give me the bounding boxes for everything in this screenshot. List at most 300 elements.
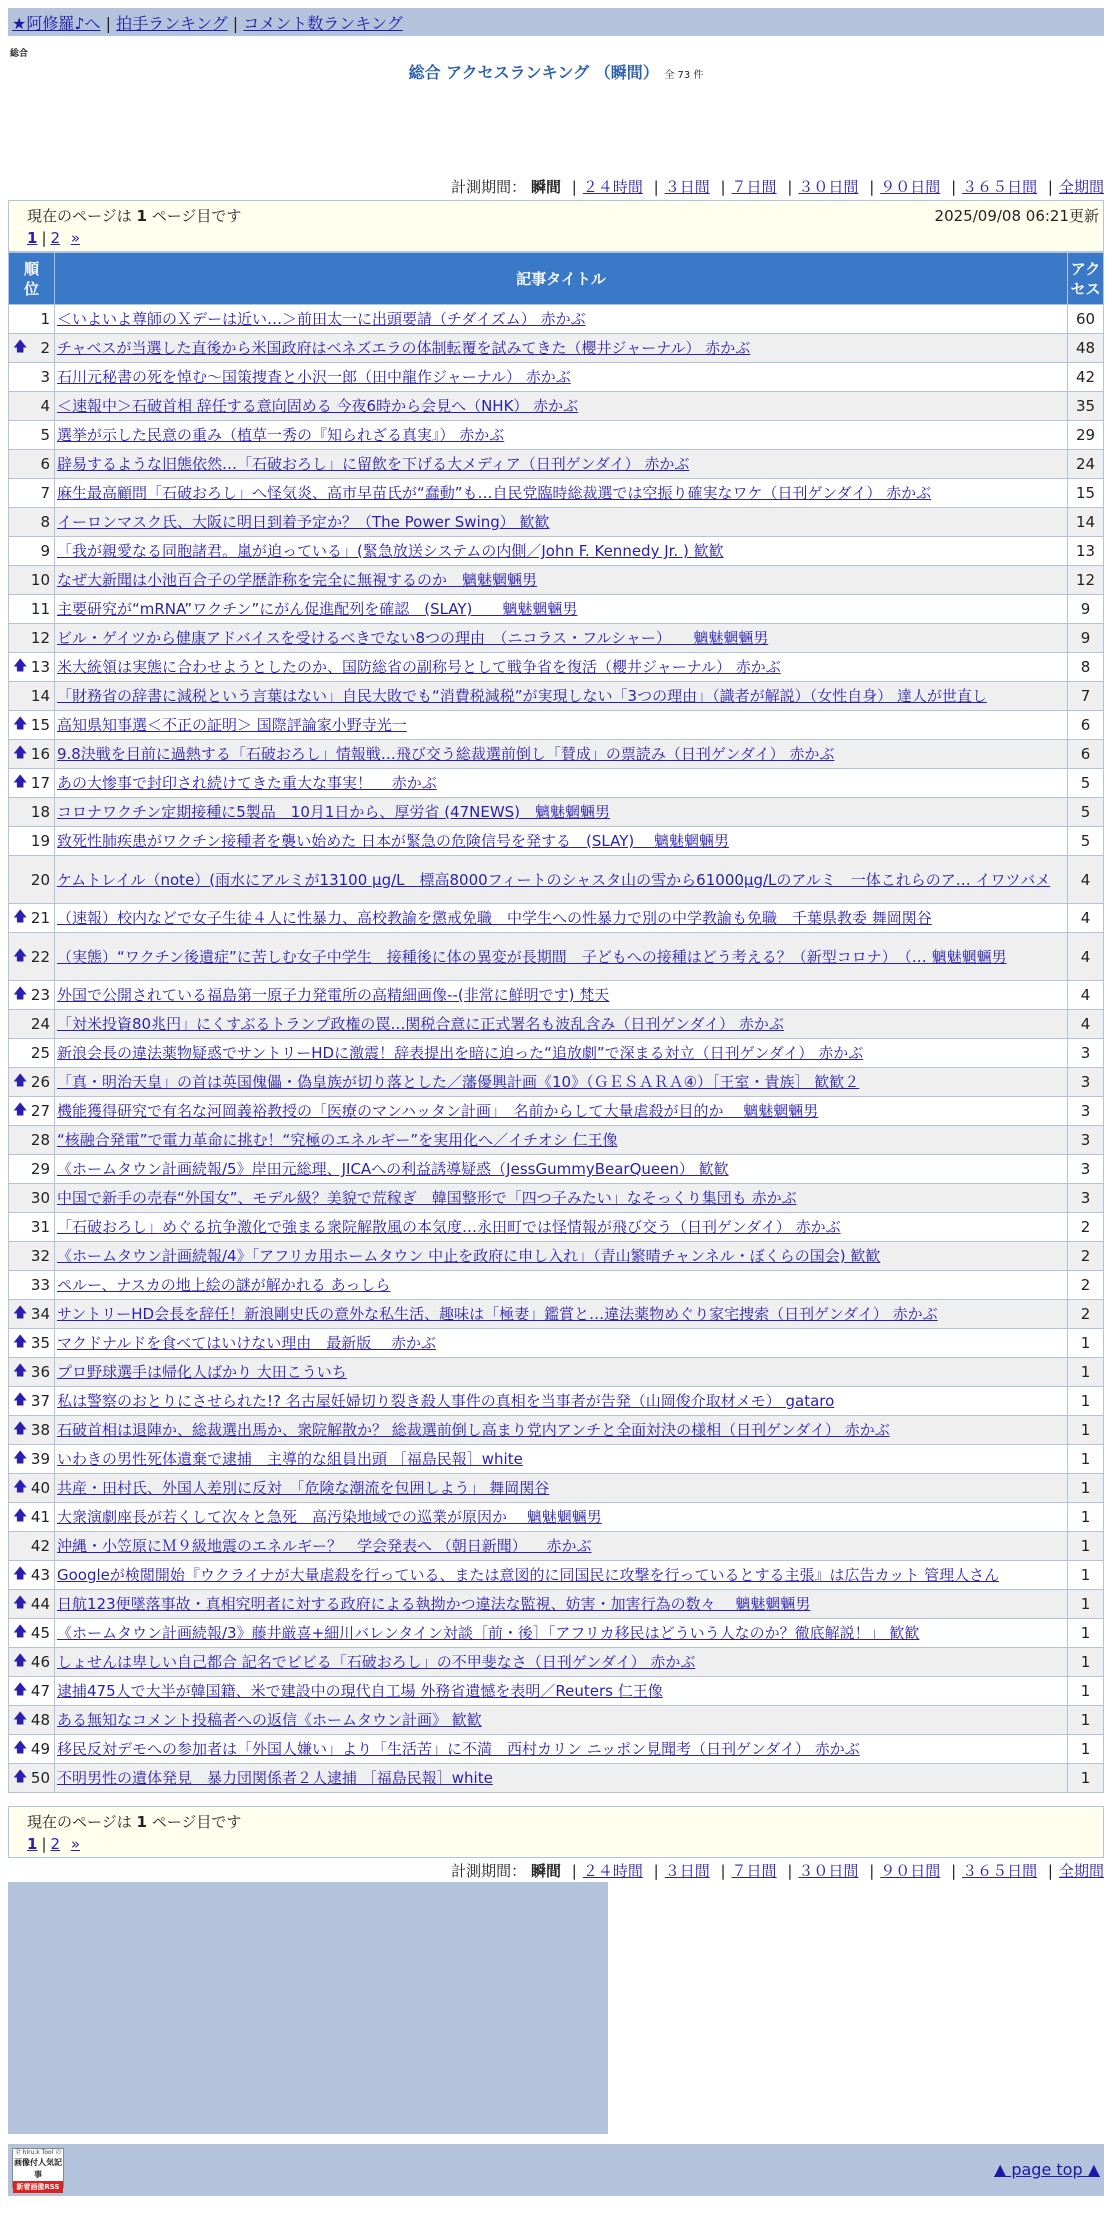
title-cell xyxy=(55,1300,1068,1329)
article-link[interactable]: しょせんは卑しい自己都合 記名でビビる「石破おろし」の不甲斐なさ（日刊ゲンダイ） 赤かぶ xyxy=(57,1653,696,1671)
current-page-number: 1 xyxy=(136,207,147,225)
rank-cell xyxy=(9,1648,55,1677)
rank-number: 19 xyxy=(30,832,50,850)
rank-number: 24 xyxy=(30,1015,50,1033)
article-link[interactable]: 石破首相は退陣か、総裁選出馬か、衆院解散か？ 総裁選前倒し高まり党内アンチと全面対決の様相（日刊ゲンダイ） 赤かぶ xyxy=(57,1421,890,1439)
access-count: 1 xyxy=(1068,1561,1104,1590)
access-count: 1 xyxy=(1068,1474,1104,1503)
access-count: 8 xyxy=(1068,653,1104,682)
article-link[interactable]: 《ホームタウン計画続報/5》岸田元総理、JICAへの利益誘導疑惑（JessGummyBearQueen） 歓歓 xyxy=(57,1160,729,1178)
table-row xyxy=(9,933,1104,981)
table-row xyxy=(9,363,1104,392)
rank-number: 17 xyxy=(30,774,50,792)
article-link[interactable]: チャベスが当選した直後から米国政府はベネズエラの体制転覆を試みてきた（櫻井ジャーナル） 赤かぶ xyxy=(57,339,751,357)
article-link[interactable]: 主要研究が“mRNA”ワクチン”にがん促進配列を確認 (SLAY) 魑魅魍魎男 xyxy=(57,600,578,618)
period-24h[interactable]: ２４時間 xyxy=(582,178,643,196)
rank-cell xyxy=(9,624,55,653)
rank-up-arrow-icon: 🡅 xyxy=(13,1595,28,1611)
rank-cell xyxy=(9,305,55,334)
rank-number: 27 xyxy=(30,1102,50,1120)
rank-up-arrow-icon: 🡅 xyxy=(13,909,28,925)
title-cell xyxy=(55,1706,1068,1735)
title-cell xyxy=(55,334,1068,363)
rank-cell xyxy=(9,363,55,392)
table-row xyxy=(9,537,1104,566)
table-row xyxy=(9,305,1104,334)
rank-up-arrow-icon: 🡅 xyxy=(13,1421,28,1437)
rank-cell xyxy=(9,1474,55,1503)
rank-number: 6 xyxy=(40,455,50,473)
title-cell xyxy=(55,566,1068,595)
page-top-link[interactable]: ▲ page top ▲ xyxy=(993,2160,1100,2179)
rank-number: 49 xyxy=(30,1740,50,1758)
rank-up-arrow-icon: 🡅 xyxy=(13,1363,28,1379)
article-link[interactable]: コロナワクチン定期接種に5製品 10月1日から、厚労省 (47NEWS) 魑魅魍魎男 xyxy=(57,803,611,821)
rank-up-arrow-icon: 🡅 xyxy=(13,658,28,674)
rank-number: 13 xyxy=(30,658,50,676)
rank-number: 34 xyxy=(30,1305,50,1323)
article-link[interactable]: 選挙が示した民意の重み（植草一秀の『知られざる真実』） 赤かぶ xyxy=(57,426,505,444)
title-cell xyxy=(55,479,1068,508)
ranking-title: 総合 アクセスランキング （瞬間） xyxy=(408,63,659,82)
article-link[interactable]: 石川元秘書の死を悼む〜国策捜査と小沢一郎（田中龍作ジャーナル） 赤かぶ xyxy=(57,368,571,386)
rank-up-arrow-icon: 🡅 xyxy=(13,1479,28,1495)
article-link[interactable]: 中国で新手の売春“外国女”、モデル級？美貌で荒稼ぎ 韓国整形で「四つ子みたい」なそっくり集団も 赤かぶ xyxy=(57,1189,797,1207)
article-link[interactable]: 「真・明治天皇」の首は英国傀儡・偽皇族が切り落とした／藩優興計画《10》（ＧＥＳＡＲＡ④）［王室・貴族］ 歓歓２ xyxy=(57,1073,860,1091)
access-count: 3 xyxy=(1068,1184,1104,1213)
table-row xyxy=(9,1126,1104,1155)
period-3d[interactable]: ３日間 xyxy=(664,178,710,196)
rank-number: 2 xyxy=(40,339,50,357)
access-count: 7 xyxy=(1068,682,1104,711)
rank-number: 40 xyxy=(30,1479,50,1497)
rank-cell xyxy=(9,1126,55,1155)
article-link[interactable]: （実態）“ワクチン後遺症”に苦しむ女子中学生 接種後に体の異変が長期間 子どもへの接種はどう考える？（新型コロナ） （… 魑魅魍魎男 xyxy=(57,947,1007,966)
rank-up-arrow-icon: 🡅 xyxy=(13,1334,28,1350)
rank-cell xyxy=(9,1097,55,1126)
article-link[interactable]: 米大統領は実態に合わせようとしたのか、国防総省の副称号として戦争省を復活（櫻井ジャーナル） 赤かぶ xyxy=(57,658,781,676)
rank-number: 45 xyxy=(30,1624,50,1642)
rank-number: 14 xyxy=(30,687,50,705)
rank-number: 21 xyxy=(30,909,50,927)
link-asyura-home[interactable]: ★阿修羅♪へ xyxy=(12,14,101,33)
article-link[interactable]: サントリーHD会長を辞任！新浪剛史氏の意外な私生活、趣味は「極妻」鑑賞と…違法薬物めぐり家宅捜索（日刊ゲンダイ） 赤かぶ xyxy=(57,1305,938,1323)
rank-cell xyxy=(9,1590,55,1619)
period-current: 瞬間 xyxy=(530,178,561,196)
rank-number: 22 xyxy=(30,947,50,966)
title-cell xyxy=(55,1242,1068,1271)
rank-up-arrow-icon: 🡅 xyxy=(13,745,28,761)
period-all[interactable]: 全期間 xyxy=(1058,1862,1104,1880)
article-link[interactable]: 《ホームタウン計画続報/4》「アフリカ用ホームタウン 中止を政府に申し入れ」（青山繁晴チャンネル・ぼくらの国会) 歓歓 xyxy=(57,1247,881,1265)
rank-up-arrow-icon: 🡅 xyxy=(13,1102,28,1118)
pager: 1 | 2 » xyxy=(27,1835,81,1853)
access-count: 1 xyxy=(1068,1416,1104,1445)
rank-cell xyxy=(9,711,55,740)
title-cell xyxy=(55,1619,1068,1648)
rank-number: 31 xyxy=(30,1218,50,1236)
rss-ranking-logo[interactable]: 全 hiru.k Tool の 画像付人気記事 新着画像RSS xyxy=(14,2149,62,2191)
access-count: 1 xyxy=(1068,1329,1104,1358)
period-label: 計測期間： xyxy=(451,1862,527,1880)
table-row xyxy=(9,566,1104,595)
article-link[interactable]: ペルー、ナスカの地上絵の謎が解かれる あっしら xyxy=(57,1276,391,1294)
page-info-bottom xyxy=(8,1806,1104,1858)
rank-up-arrow-icon: 🡅 xyxy=(13,1769,28,1785)
table-row xyxy=(9,1387,1104,1416)
rank-cell xyxy=(9,1155,55,1184)
rank-number: 29 xyxy=(30,1160,50,1178)
table-row xyxy=(9,1590,1104,1619)
title-cell xyxy=(55,450,1068,479)
article-link[interactable]: 機能獲得研究で有名な河岡義裕教授の「医療のマンハッタン計画」 名前からして大量虐殺が目的か 魑魅魍魎男 xyxy=(57,1102,819,1120)
access-count: 3 xyxy=(1068,1126,1104,1155)
access-count: 12 xyxy=(1068,566,1104,595)
link-applause-ranking[interactable]: 拍手ランキング xyxy=(116,14,228,33)
rank-number: 36 xyxy=(30,1363,50,1381)
rank-cell xyxy=(9,981,55,1010)
current-page-text: 現在のページは 1 ページ目です xyxy=(27,1813,242,1831)
title-cell xyxy=(55,1445,1068,1474)
title-cell xyxy=(55,1764,1068,1793)
pager-next[interactable]: » xyxy=(70,1835,81,1853)
rank-cell xyxy=(9,450,55,479)
access-count: 13 xyxy=(1068,537,1104,566)
access-count: 5 xyxy=(1068,798,1104,827)
table-row xyxy=(9,1097,1104,1126)
article-link[interactable]: ビル・ゲイツから健康アドバイスを受けるべきでない8つの理由 （ニコラス・フルシャー） 魑魅魍魎男 xyxy=(57,629,769,647)
access-count: 4 xyxy=(1068,1010,1104,1039)
rank-number: 30 xyxy=(30,1189,50,1207)
page-title xyxy=(0,60,1112,83)
title-cell xyxy=(55,508,1068,537)
table-row xyxy=(9,1213,1104,1242)
article-link[interactable]: ある無知なコメント投稿者への返信《ホームタウン計画》 歓歓 xyxy=(57,1711,482,1729)
period-90d[interactable]: ９０日間 xyxy=(880,178,941,196)
article-link[interactable]: なぜ大新聞は小池百合子の学歴詐称を完全に無視するのか 魑魅魍魎男 xyxy=(57,571,538,589)
table-row xyxy=(9,1068,1104,1097)
title-cell xyxy=(55,1271,1068,1300)
period-7d[interactable]: ７日間 xyxy=(731,1862,777,1880)
rank-number: 39 xyxy=(30,1450,50,1468)
rank-up-arrow-icon: 🡅 xyxy=(13,339,28,355)
rank-cell xyxy=(9,479,55,508)
current-page-text: 現在のページは 1 ページ目です xyxy=(27,207,242,225)
access-count: 48 xyxy=(1068,334,1104,363)
article-link[interactable]: 外国で公開されている福島第一原子力発電所の高精細画像--(非常に鮮明です) 梵天 xyxy=(57,986,610,1004)
access-count: 29 xyxy=(1068,421,1104,450)
title-cell xyxy=(55,595,1068,624)
rank-number: 18 xyxy=(30,803,50,821)
access-count: 14 xyxy=(1068,508,1104,537)
current-page-number: 1 xyxy=(136,1813,147,1831)
rank-up-arrow-icon: 🡅 xyxy=(13,716,28,732)
period-selector-bottom: 計測期間： 瞬間 | ２４時間 | ３日間 | ７日間 | ３０日間 | ９０日間 | ３６５日間 | 全期間 xyxy=(451,1862,1104,1880)
rank-number: 4 xyxy=(40,397,50,415)
article-link[interactable]: 日航123便墜落事故・真相究明者に対する政府による執拗かつ違法な監視、妨害・加害行為の数々 魑魅魍魎男 xyxy=(57,1595,811,1613)
rank-up-arrow-icon: 🡅 xyxy=(13,1711,28,1727)
access-count: 6 xyxy=(1068,740,1104,769)
rank-up-arrow-icon: 🡅 xyxy=(13,1624,28,1640)
table-row xyxy=(9,740,1104,769)
title-cell xyxy=(55,1213,1068,1242)
title-cell xyxy=(55,682,1068,711)
article-link[interactable]: 《ホームタウン計画続報/3》藤井厳喜+細川バレンタイン対談［前・後］「アフリカ移民はどういう人なのか？徹底解説！」 歓歓 xyxy=(57,1624,920,1642)
total-count: 全 73 件 xyxy=(664,70,704,81)
rank-cell xyxy=(9,1271,55,1300)
access-count: 1 xyxy=(1068,1590,1104,1619)
article-link[interactable]: 致死性肺疾患がワクチン接種者を襲い始めた 日本が緊急の危険信号を発する (SLAY) 魑魅魍魎男 xyxy=(57,832,729,850)
article-link[interactable]: 移民反対デモへの参加者は「外国人嫌い」より「生活苦」に不満 西村カリン ニッポン見聞考（日刊ゲンダイ） 赤かぶ xyxy=(57,1740,860,1758)
title-cell xyxy=(55,1503,1068,1532)
rank-cell xyxy=(9,1445,55,1474)
article-link[interactable]: 高知県知事選＜不正の証明＞ 国際評論家小野寺光一 xyxy=(57,716,407,734)
article-link[interactable]: 私は警察のおとりにさせられた!? 名古屋妊婦切り裂き殺人事件の真相を当事者が告発（山岡俊介取材メモ） gataro xyxy=(57,1392,835,1410)
title-cell xyxy=(55,1126,1068,1155)
article-link[interactable]: “核融合発電”で電力革命に挑む！“究極のエネルギー”を実用化へ／イチオシ 仁王像 xyxy=(57,1131,618,1149)
rank-up-arrow-icon: 🡅 xyxy=(13,1392,28,1408)
access-count: 2 xyxy=(1068,1300,1104,1329)
article-link[interactable]: 逮捕475人で大半が韓国籍、米で建設中の現代自工場 外務省遺憾を表明／Reuters 仁王像 xyxy=(57,1682,663,1700)
category-label: 総合 xyxy=(10,49,29,59)
table-row xyxy=(9,981,1104,1010)
table-row xyxy=(9,1532,1104,1561)
article-link[interactable]: マクドナルドを食べてはいけない理由 最新版 赤かぶ xyxy=(57,1334,437,1352)
access-count: 5 xyxy=(1068,827,1104,856)
access-count: 3 xyxy=(1068,1068,1104,1097)
rank-number: 1 xyxy=(40,310,50,328)
article-link[interactable]: 9.8決戦を目前に過熱する「石破おろし」情報戦…飛び交う総裁選前倒し「賛成」の票読み（日刊ゲンダイ） 赤かぶ xyxy=(57,745,835,763)
article-link[interactable]: 麻生最高顧問「石破おろし」へ怪気炎、高市早苗氏が“蠢動”も…自民党臨時総裁選では空振り確実なワケ（日刊ゲンダイ） 赤かぶ xyxy=(57,484,932,502)
period-24h[interactable]: ２４時間 xyxy=(582,1862,643,1880)
table-row xyxy=(9,479,1104,508)
rank-cell xyxy=(9,740,55,769)
access-count: 3 xyxy=(1068,1097,1104,1126)
rank-number: 47 xyxy=(30,1682,50,1700)
title-cell xyxy=(55,1532,1068,1561)
pager-page-1[interactable]: 1 xyxy=(27,1835,38,1853)
title-cell xyxy=(55,1474,1068,1503)
period-3d[interactable]: ３日間 xyxy=(664,1862,710,1880)
table-row xyxy=(9,682,1104,711)
period-selector-top: 計測期間： 瞬間 | ２４時間 | ３日間 | ７日間 | ３０日間 | ９０日間 | ３６５日間 | 全期間 xyxy=(451,178,1104,196)
pager-next[interactable]: » xyxy=(70,229,81,247)
rank-number: 33 xyxy=(30,1276,50,1294)
rank-up-arrow-icon: 🡅 xyxy=(13,1305,28,1321)
title-cell xyxy=(55,537,1068,566)
table-row xyxy=(9,1561,1104,1590)
table-row xyxy=(9,1358,1104,1387)
rank-up-arrow-icon: 🡅 xyxy=(13,1508,28,1524)
rank-cell xyxy=(9,1764,55,1793)
header-rank: 順位 xyxy=(9,253,55,305)
article-link[interactable]: 大衆演劇座長が若くして次々と急死 高汚染地域での巡業が原因か 魑魅魍魎男 xyxy=(57,1508,602,1526)
table-row xyxy=(9,653,1104,682)
period-30d[interactable]: ３０日間 xyxy=(798,1862,859,1880)
table-row xyxy=(9,421,1104,450)
header-access: アクセス xyxy=(1068,253,1104,305)
rank-cell xyxy=(9,1242,55,1271)
access-count: 1 xyxy=(1068,1532,1104,1561)
title-cell xyxy=(55,624,1068,653)
table-row xyxy=(9,1503,1104,1532)
rank-number: 25 xyxy=(30,1044,50,1062)
pager-page-1[interactable]: 1 xyxy=(27,229,38,247)
period-365d[interactable]: ３６５日間 xyxy=(962,178,1038,196)
period-all[interactable]: 全期間 xyxy=(1058,178,1104,196)
article-link[interactable]: いわきの男性死体遺棄で逮捕 主導的な組員出頭 ［福島民報］white xyxy=(57,1450,523,1468)
ranking-table xyxy=(8,252,1104,1793)
access-count: 42 xyxy=(1068,363,1104,392)
title-cell xyxy=(55,421,1068,450)
access-count: 2 xyxy=(1068,1213,1104,1242)
table-row xyxy=(9,1677,1104,1706)
rank-up-arrow-icon: 🡅 xyxy=(13,986,28,1002)
rank-cell xyxy=(9,856,55,904)
title-cell xyxy=(55,933,1068,981)
rank-up-arrow-icon: 🡅 xyxy=(13,1073,28,1089)
title-cell xyxy=(55,711,1068,740)
rank-cell xyxy=(9,1503,55,1532)
updated-timestamp: 2025/09/08 06:21更新 xyxy=(934,207,1099,225)
pager-page-2[interactable]: 2 xyxy=(50,1835,61,1853)
rank-cell xyxy=(9,1735,55,1764)
period-7d[interactable]: ７日間 xyxy=(731,178,777,196)
title-cell xyxy=(55,1416,1068,1445)
article-link[interactable]: 辟易するような旧態依然…「石破おろし」に留飲を下げる大メディア（日刊ゲンダイ） 赤かぶ xyxy=(57,455,690,473)
rank-cell xyxy=(9,682,55,711)
table-row xyxy=(9,856,1104,904)
access-count: 4 xyxy=(1068,981,1104,1010)
title-cell xyxy=(55,798,1068,827)
rank-number: 28 xyxy=(30,1131,50,1149)
rank-number: 37 xyxy=(30,1392,50,1410)
rank-number: 16 xyxy=(30,745,50,763)
rank-up-arrow-icon: 🡅 xyxy=(13,1740,28,1756)
rank-cell xyxy=(9,1706,55,1735)
table-row xyxy=(9,1445,1104,1474)
article-link[interactable]: 「石破おろし」めぐる抗争激化で強まる衆院解散風の本気度…永田町では怪情報が飛び交う（日刊ゲンダイ） 赤かぶ xyxy=(57,1218,841,1236)
table-row xyxy=(9,1271,1104,1300)
rank-number: 12 xyxy=(30,629,50,647)
rank-cell xyxy=(9,334,55,363)
rank-number: 15 xyxy=(30,716,50,734)
article-link[interactable]: プロ野球選手は帰化人ばかり 大田こういち xyxy=(57,1363,347,1381)
access-count: 15 xyxy=(1068,479,1104,508)
article-link[interactable]: Googleが検閲開始『ウクライナが大量虐殺を行っている、または意図的に同国民に攻撃を行っているとする主張』は広告カット 管理人さん xyxy=(57,1566,1000,1584)
rank-number: 9 xyxy=(40,542,50,560)
rank-cell xyxy=(9,392,55,421)
rank-number: 41 xyxy=(30,1508,50,1526)
article-link[interactable]: 「財務省の辞書に減税という言葉はない」自民大敗でも“消費税減税”が実現しない「3つの理由」（識者が解説）（女性自身） 達人が世直し xyxy=(57,687,987,705)
article-link[interactable]: 共産・田村氏、外国人差別に反対 「危険な潮流を包囲しよう」 舞岡関谷 xyxy=(57,1479,550,1497)
rank-number: 46 xyxy=(30,1653,50,1671)
title-cell xyxy=(55,740,1068,769)
article-link[interactable]: （速報）校内などで女子生徒４人に性暴力、高校教諭を懲戒免職 中学生への性暴力で別の中学教諭も免職 千葉県教委 舞岡関谷 xyxy=(57,909,932,927)
article-link[interactable]: イーロンマスク氏、大阪に明日到着予定か？（The Power Swing） 歓歓 xyxy=(57,513,550,531)
article-link[interactable]: ＜速報中＞石破首相 辞任する意向固める 今夜6時から会見へ（NHK） 赤かぶ xyxy=(57,397,579,415)
access-count: 1 xyxy=(1068,1706,1104,1735)
pager-page-2[interactable]: 2 xyxy=(50,229,61,247)
access-count: 4 xyxy=(1068,904,1104,933)
access-count: 24 xyxy=(1068,450,1104,479)
period-30d[interactable]: ３０日間 xyxy=(798,178,859,196)
rank-cell xyxy=(9,1677,55,1706)
access-count: 1 xyxy=(1068,1764,1104,1793)
rank-cell xyxy=(9,1561,55,1590)
title-cell xyxy=(55,305,1068,334)
rank-up-arrow-icon: 🡅 xyxy=(13,774,28,790)
table-row xyxy=(9,827,1104,856)
title-cell xyxy=(55,856,1068,904)
rank-cell xyxy=(9,798,55,827)
table-row xyxy=(9,624,1104,653)
access-count: 5 xyxy=(1068,769,1104,798)
article-link[interactable]: ケムトレイル（note）(雨水にアルミが13100 μg/L 標高8000フィートのシャスタ山の雪から61000μg/Lのアルミ 一体これらのア… イワツバメ xyxy=(57,870,1051,889)
rank-cell xyxy=(9,653,55,682)
table-row xyxy=(9,1184,1104,1213)
rank-up-arrow-icon: 🡅 xyxy=(13,1653,28,1669)
period-current: 瞬間 xyxy=(530,1862,561,1880)
nav-separator: | xyxy=(232,14,244,33)
access-count: 35 xyxy=(1068,392,1104,421)
table-row xyxy=(9,450,1104,479)
article-link[interactable]: 「対米投資80兆円」にくすぶるトランプ政権の罠…関税合意に正式署名も波乱含み（日刊ゲンダイ） 赤かぶ xyxy=(57,1015,784,1033)
rank-cell xyxy=(9,566,55,595)
rank-number: 44 xyxy=(30,1595,50,1613)
rank-cell xyxy=(9,827,55,856)
access-count: 2 xyxy=(1068,1242,1104,1271)
table-row xyxy=(9,1706,1104,1735)
rank-number: 50 xyxy=(30,1769,50,1787)
table-row xyxy=(9,904,1104,933)
rank-up-arrow-icon: 🡅 xyxy=(13,1682,28,1698)
rank-cell xyxy=(9,1010,55,1039)
rank-cell xyxy=(9,537,55,566)
rank-number: 20 xyxy=(30,870,50,889)
rank-up-arrow-icon: 🡅 xyxy=(13,947,28,964)
rank-cell xyxy=(9,1068,55,1097)
rank-number: 32 xyxy=(30,1247,50,1265)
rank-cell xyxy=(9,1619,55,1648)
rank-number: 23 xyxy=(30,986,50,1004)
rank-number: 5 xyxy=(40,426,50,444)
ad-placeholder xyxy=(8,1882,608,2134)
article-link[interactable]: 「我が親愛なる同胞諸君。嵐が迫っている」(緊急放送システムの内側／John F. Kennedy Jr. ) 歓歓 xyxy=(57,542,724,560)
rank-cell xyxy=(9,1532,55,1561)
rank-number: 8 xyxy=(40,513,50,531)
title-cell xyxy=(55,1010,1068,1039)
link-comment-ranking[interactable]: コメント数ランキング xyxy=(243,14,403,33)
rank-cell xyxy=(9,1329,55,1358)
article-link[interactable]: 沖縄・小笠原にＭ９級地震のエネルギー？ 学会発表へ （朝日新聞） 赤かぶ xyxy=(57,1537,592,1555)
rank-cell xyxy=(9,1416,55,1445)
table-row xyxy=(9,1155,1104,1184)
article-link[interactable]: あの大惨事で封印され続けてきた重大な事実！ 赤かぶ xyxy=(57,774,437,792)
period-365d[interactable]: ３６５日間 xyxy=(962,1862,1038,1880)
article-link[interactable]: ＜いよいよ尊師のＸデーは近い…＞前田太一に出頭要請（チダイズム） 赤かぶ xyxy=(57,310,586,328)
table-row xyxy=(9,1329,1104,1358)
title-cell xyxy=(55,1155,1068,1184)
rank-cell xyxy=(9,1300,55,1329)
table-row xyxy=(9,595,1104,624)
article-link[interactable]: 不明男性の遺体発見 暴力団関係者２人逮捕 ［福島民報］white xyxy=(57,1769,493,1787)
article-link[interactable]: 新浪会長の違法薬物疑惑でサントリーHDに激震！辞表提出を暗に迫った“追放劇”で深まる対立（日刊ゲンダイ） 赤かぶ xyxy=(57,1044,864,1062)
title-cell xyxy=(55,769,1068,798)
period-90d[interactable]: ９０日間 xyxy=(880,1862,941,1880)
table-row xyxy=(9,1242,1104,1271)
title-cell xyxy=(55,653,1068,682)
